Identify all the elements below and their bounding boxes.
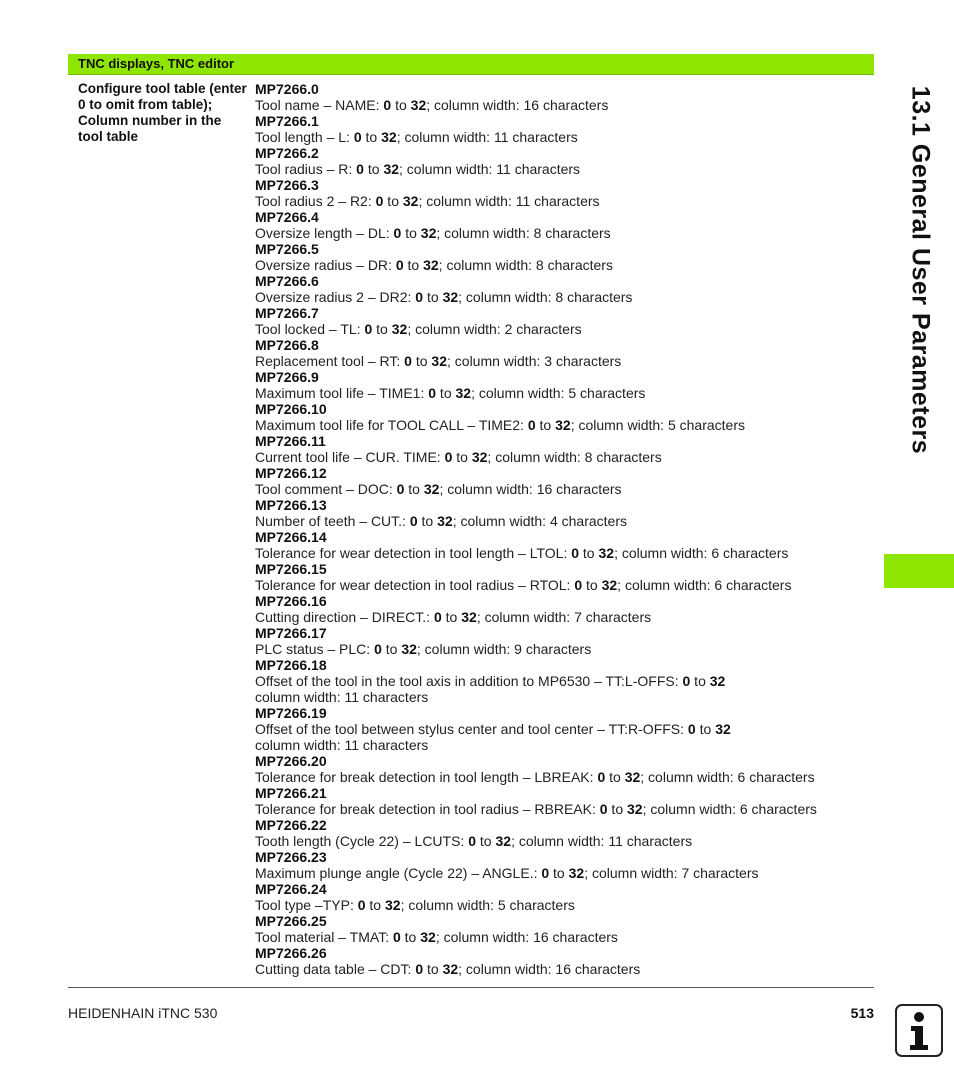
parameter-list xyxy=(255,81,855,977)
chapter-tab-marker xyxy=(884,554,954,588)
parameter-code: MP7266.25 xyxy=(255,913,327,929)
column-width: ; column width: 4 characters xyxy=(452,513,627,529)
range-min: 0 xyxy=(392,929,401,945)
range-min: 0 xyxy=(599,801,608,817)
section-header-bar xyxy=(68,54,874,75)
chapter-title-vertical xyxy=(900,80,940,460)
range-max: 32 xyxy=(627,801,643,817)
parameter-code: MP7266.22 xyxy=(255,817,327,833)
parameter-text xyxy=(255,609,855,625)
range-separator: to xyxy=(400,929,421,945)
range-separator: to xyxy=(690,673,710,689)
column-width: ; column width: 5 characters xyxy=(400,897,575,913)
parameter-label: Offset of the tool in the tool axis in addition to MP6530 – TT:L-OFFS: xyxy=(255,673,683,689)
parameter-code: MP7266.9 xyxy=(255,369,319,385)
parameter-code: MP7266.17 xyxy=(255,625,327,641)
range-separator: to xyxy=(579,545,599,561)
column-width: ; column width: 16 characters xyxy=(458,961,641,977)
parameter-label: Tooth length (Cycle 22) – LCUTS: xyxy=(255,833,469,849)
range-min: 0 xyxy=(574,577,583,593)
range-max: 32 xyxy=(423,257,439,273)
range-min: 0 xyxy=(353,129,362,145)
parameter-text xyxy=(255,353,855,369)
range-max: 32 xyxy=(437,513,453,529)
parameter-text xyxy=(255,129,855,145)
parameter-label: Tool name – NAME: xyxy=(255,97,384,113)
range-max: 32 xyxy=(383,161,400,177)
range-max: 32 xyxy=(431,353,447,369)
range-min: 0 xyxy=(364,321,373,337)
range-max: 32 xyxy=(555,417,571,433)
parameter-code: MP7266.3 xyxy=(255,177,319,193)
range-min: 0 xyxy=(395,257,404,273)
range-min: 0 xyxy=(374,641,382,657)
range-max: 32 xyxy=(402,193,419,209)
parameter-label: Cutting data table – CDT: xyxy=(255,961,416,977)
column-width: column width: 11 characters xyxy=(255,689,429,705)
parameter-text xyxy=(255,193,855,209)
range-max: 32 xyxy=(401,641,417,657)
parameter-label: Tolerance for wear detection in tool radius – RTOL: xyxy=(255,577,575,593)
range-min: 0 xyxy=(682,673,691,689)
column-width: ; column width: 8 characters xyxy=(458,289,633,305)
range-min: 0 xyxy=(356,161,364,177)
range-separator: to xyxy=(391,97,411,113)
info-icon xyxy=(895,1004,943,1057)
parameter-text xyxy=(255,481,855,497)
range-max: 32 xyxy=(442,961,459,977)
range-separator: to xyxy=(423,289,443,305)
range-min: 0 xyxy=(428,385,437,401)
range-separator: to xyxy=(403,257,424,273)
parameter-label: Tolerance for break detection in tool length – LBREAK: xyxy=(255,769,598,785)
column-width: ; column width: 16 characters xyxy=(439,481,622,497)
parameter-label: Replacement tool – RT: xyxy=(255,353,405,369)
parameter-text xyxy=(255,577,855,593)
parameter-label: Maximum tool life – TIME1: xyxy=(255,385,429,401)
parameter-code: MP7266.1 xyxy=(255,113,319,129)
column-width: ; column width: 8 characters xyxy=(487,449,662,465)
range-max: 32 xyxy=(709,673,726,689)
range-max: 32 xyxy=(461,609,477,625)
parameter-label: Tool comment – DOC: xyxy=(255,481,397,497)
range-separator: to xyxy=(383,193,403,209)
parameter-label: Number of teeth – CUT.: xyxy=(255,513,410,529)
column-width: ; column width: 7 characters xyxy=(476,609,652,625)
column-width: ; column width: 3 characters xyxy=(447,353,622,369)
parameter-text xyxy=(255,801,855,817)
range-max: 32 xyxy=(420,929,436,945)
parameter-text xyxy=(255,321,855,337)
range-separator: to xyxy=(365,897,385,913)
range-max: 32 xyxy=(598,545,615,561)
parameter-text xyxy=(255,257,855,273)
column-width: ; column width: 16 characters xyxy=(426,97,609,113)
parameter-text xyxy=(255,449,855,465)
range-separator: to xyxy=(549,865,569,881)
range-min: 0 xyxy=(393,225,402,241)
parameter-text xyxy=(255,673,855,689)
parameter-label: Oversize radius – DR: xyxy=(255,257,396,273)
range-min: 0 xyxy=(571,545,580,561)
column-width: ; column width: 6 characters xyxy=(642,801,817,817)
parameter-code: MP7266.16 xyxy=(255,593,327,609)
parameter-text xyxy=(255,385,855,401)
parameter-code: MP7266.15 xyxy=(255,561,327,577)
range-max: 32 xyxy=(601,577,618,593)
column-width: ; column width: 11 characters xyxy=(511,833,693,849)
parameter-label: Tolerance for break detection in tool radius – RBREAK: xyxy=(255,801,600,817)
parameter-label: Tool length – L: xyxy=(255,129,354,145)
parameter-text xyxy=(255,97,855,113)
parameter-text xyxy=(255,289,855,305)
range-separator: to xyxy=(381,641,402,657)
range-min: 0 xyxy=(357,897,366,913)
range-min: 0 xyxy=(527,417,536,433)
range-max: 32 xyxy=(420,225,437,241)
parameter-code: MP7266.6 xyxy=(255,273,319,289)
range-separator: to xyxy=(535,417,556,433)
range-separator: to xyxy=(441,609,462,625)
column-width: ; column width: 16 characters xyxy=(435,929,618,945)
parameter-text xyxy=(255,417,855,433)
range-max: 32 xyxy=(391,321,408,337)
parameter-text xyxy=(255,641,855,657)
parameter-text xyxy=(255,513,855,529)
range-separator: to xyxy=(476,833,496,849)
parameter-code: MP7266.11 xyxy=(255,433,326,449)
bottom-rule xyxy=(68,987,874,988)
range-min: 0 xyxy=(383,97,392,113)
range-separator: to xyxy=(423,961,443,977)
parameter-text xyxy=(255,225,855,241)
range-max: 32 xyxy=(624,769,641,785)
range-max: 32 xyxy=(471,449,488,465)
parameter-code: MP7266.7 xyxy=(255,305,319,321)
parameter-code: MP7266.26 xyxy=(255,945,327,961)
parameter-label: PLC status – PLC: xyxy=(255,641,375,657)
parameter-text xyxy=(255,545,855,561)
parameter-code: MP7266.19 xyxy=(255,705,327,721)
parameter-label: Current tool life – CUR. TIME: xyxy=(255,449,445,465)
range-separator: to xyxy=(361,129,382,145)
parameter-code: MP7266.4 xyxy=(255,209,319,225)
page-number: 513 xyxy=(850,1005,874,1021)
column-width: ; column width: 7 characters xyxy=(584,865,759,881)
parameter-text xyxy=(255,769,855,785)
parameter-code: MP7266.20 xyxy=(255,753,327,769)
parameter-code: MP7266.24 xyxy=(255,881,327,897)
parameter-text xyxy=(255,929,855,945)
range-separator: to xyxy=(582,577,602,593)
range-max: 32 xyxy=(442,289,459,305)
range-min: 0 xyxy=(597,769,606,785)
range-separator: to xyxy=(436,385,456,401)
parameter-code: MP7266.13 xyxy=(255,497,327,513)
parameter-code: MP7266.18 xyxy=(255,657,327,673)
section-header-title: TNC displays, TNC editor xyxy=(78,56,235,71)
column-width: column width: 11 characters xyxy=(255,737,429,753)
range-min: 0 xyxy=(409,513,418,529)
parameter-text xyxy=(255,961,855,977)
range-separator: to xyxy=(417,513,438,529)
column-width: ; column width: 2 characters xyxy=(407,321,582,337)
range-min: 0 xyxy=(444,449,453,465)
parameter-code: MP7266.0 xyxy=(255,81,319,97)
parameter-code: MP7266.2 xyxy=(255,145,319,161)
range-min: 0 xyxy=(375,193,384,209)
range-separator: to xyxy=(452,449,472,465)
parameter-code: MP7266.10 xyxy=(255,401,327,417)
range-max: 32 xyxy=(715,721,731,737)
parameter-label: Tool radius – R: xyxy=(255,161,357,177)
chapter-title-text: 13.1 General User Parameters xyxy=(906,85,935,455)
range-separator: to xyxy=(372,321,392,337)
column-width: ; column width: 11 characters xyxy=(399,161,581,177)
range-separator: to xyxy=(404,481,424,497)
column-width: ; column width: 5 characters xyxy=(471,385,646,401)
column-width: ; column width: 11 characters xyxy=(396,129,578,145)
column-width: ; column width: 8 characters xyxy=(438,257,613,273)
column-width: ; column width: 5 characters xyxy=(570,417,745,433)
range-max: 32 xyxy=(384,897,401,913)
range-separator: to xyxy=(695,721,716,737)
range-min: 0 xyxy=(433,609,442,625)
range-separator: to xyxy=(411,353,432,369)
parameter-label: Tool type –TYP: xyxy=(255,897,358,913)
parameter-description: Configure tool table (enter 0 to omit from table); Column number in the tool table xyxy=(78,81,247,144)
range-max: 32 xyxy=(410,97,427,113)
range-separator: to xyxy=(363,161,384,177)
range-max: 32 xyxy=(495,833,512,849)
range-max: 32 xyxy=(455,385,472,401)
range-max: 32 xyxy=(381,129,397,145)
parameter-label: Oversize radius 2 – DR2: xyxy=(255,289,416,305)
parameter-label: Maximum plunge angle (Cycle 22) – ANGLE.: xyxy=(255,865,542,881)
parameter-label: Tool material – TMAT: xyxy=(255,929,393,945)
range-max: 32 xyxy=(423,481,440,497)
range-min: 0 xyxy=(415,961,424,977)
range-min: 0 xyxy=(687,721,696,737)
column-width: ; column width: 9 characters xyxy=(416,641,592,657)
column-width: ; column width: 11 characters xyxy=(418,193,600,209)
parameter-code: MP7266.21 xyxy=(255,785,327,801)
range-min: 0 xyxy=(415,289,424,305)
parameter-label: Cutting direction – DIRECT.: xyxy=(255,609,434,625)
parameter-label: Oversize length – DL: xyxy=(255,225,394,241)
column-width: ; column width: 6 characters xyxy=(617,577,792,593)
parameter-label: Tolerance for wear detection in tool length – LTOL: xyxy=(255,545,572,561)
parameter-code: MP7266.5 xyxy=(255,241,319,257)
parameter-text xyxy=(255,897,855,913)
parameter-label: Tool locked – TL: xyxy=(255,321,365,337)
parameter-code: MP7266.14 xyxy=(255,529,327,545)
range-min: 0 xyxy=(541,865,550,881)
parameter-text xyxy=(255,833,855,849)
range-separator: to xyxy=(605,769,625,785)
parameter-text xyxy=(255,161,855,177)
column-width: ; column width: 8 characters xyxy=(436,225,611,241)
parameter-label: Tool radius 2 – R2: xyxy=(255,193,376,209)
range-min: 0 xyxy=(396,481,405,497)
range-separator: to xyxy=(607,801,628,817)
footer-product-name: HEIDENHAIN iTNC 530 xyxy=(68,1005,218,1021)
parameter-code: MP7266.12 xyxy=(255,465,327,481)
parameter-text xyxy=(255,721,855,737)
range-min: 0 xyxy=(404,353,412,369)
range-max: 32 xyxy=(568,865,585,881)
parameter-code: MP7266.8 xyxy=(255,337,319,353)
column-width: ; column width: 6 characters xyxy=(640,769,815,785)
column-width: ; column width: 6 characters xyxy=(614,545,789,561)
parameter-label: Offset of the tool between stylus center and tool center – TT:R-OFFS: xyxy=(255,721,688,737)
range-min: 0 xyxy=(468,833,477,849)
parameter-label: Maximum tool life for TOOL CALL – TIME2: xyxy=(255,417,528,433)
parameter-text xyxy=(255,865,855,881)
parameter-code: MP7266.23 xyxy=(255,849,327,865)
range-separator: to xyxy=(401,225,421,241)
